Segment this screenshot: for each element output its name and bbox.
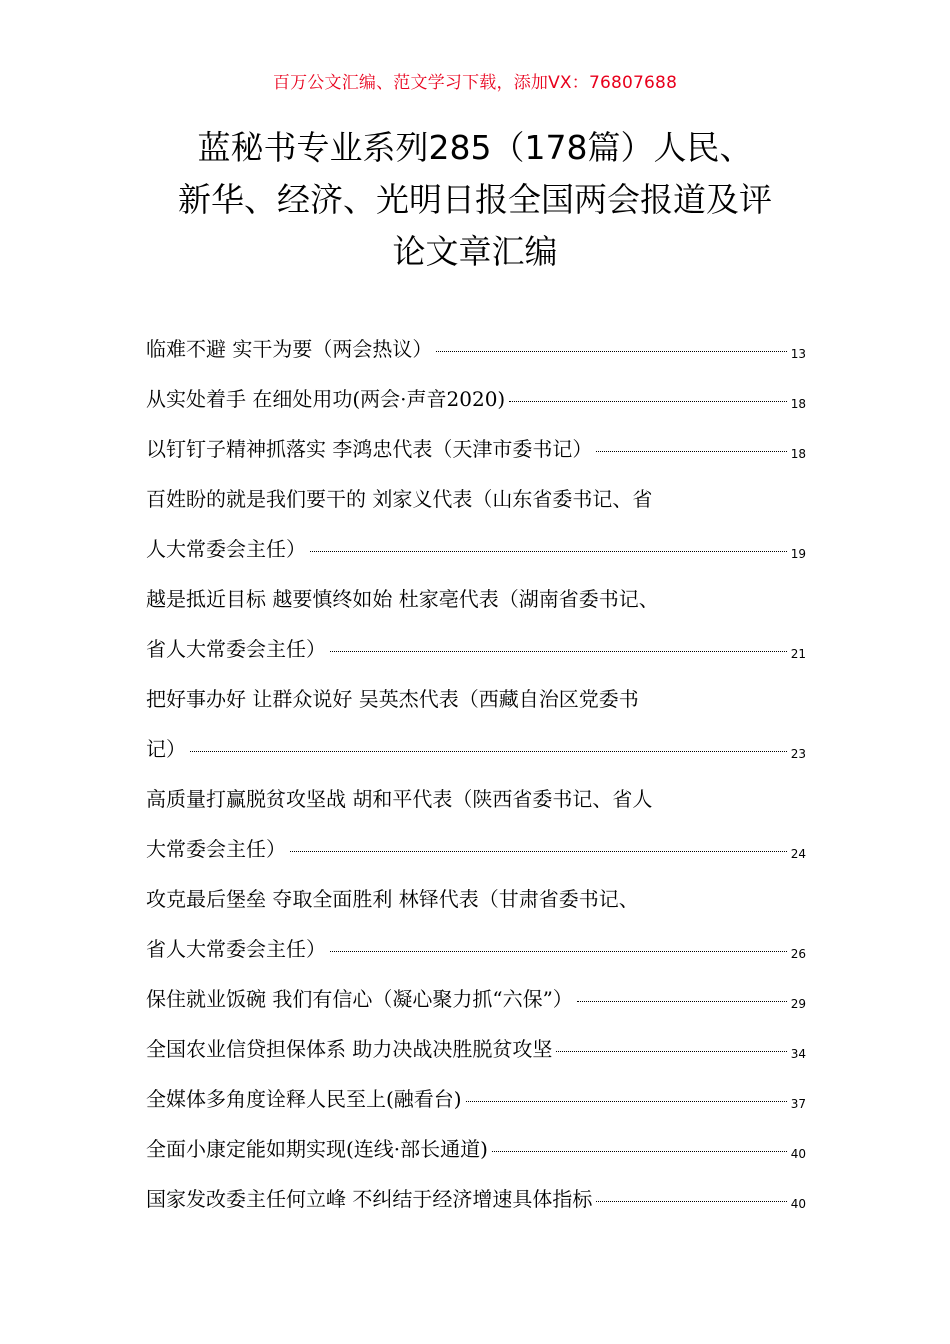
toc-page-number: 26 (790, 947, 806, 961)
header-notice: 百万公文汇编、范文学习下载，添加VX：76807688 (272, 73, 678, 93)
toc-entry-text: 省人大常委会主任） (146, 937, 326, 961)
toc-page-number: 13 (790, 347, 806, 361)
toc-page-number: 18 (790, 447, 806, 461)
toc-entry-text: 记） (146, 737, 186, 761)
toc-entry-text: 国家发改委主任何立峰 不纠结于经济增速具体指标 (146, 1187, 593, 1211)
toc-entry[interactable] (146, 974, 806, 1024)
toc-page-number: 18 (790, 397, 806, 411)
dot-leader (577, 1001, 787, 1002)
dot-leader (190, 751, 787, 752)
toc-page-number: 24 (790, 847, 806, 861)
toc-entry[interactable] (146, 774, 806, 874)
toc-entry-text: 从实处着手 在细处用功(两会·声音2020) (146, 387, 506, 411)
toc-entry-text: 越是抵近目标 越要慎终如始 杜家亳代表（湖南省委书记、 (146, 587, 659, 611)
toc-entry[interactable] (146, 374, 806, 424)
toc-entry-text: 把好事办好 让群众说好 吴英杰代表（西藏自治区党委书 (146, 687, 639, 711)
title-line: 蓝秘书专业系列285（178篇）人民、 (197, 128, 753, 167)
dot-leader (596, 1201, 786, 1202)
dot-leader (330, 951, 787, 952)
dot-leader (492, 1151, 787, 1152)
toc-page-number: 40 (790, 1147, 806, 1161)
toc-entry[interactable] (146, 474, 806, 574)
toc-entry[interactable] (146, 1174, 806, 1224)
toc-entry-text: 人大常委会主任） (146, 537, 306, 561)
toc-page-number: 23 (790, 747, 806, 761)
toc-entry-text: 临难不避 实干为要（两会热议） (146, 337, 433, 361)
dot-leader (509, 401, 787, 402)
toc-entry-text: 保住就业饭碗 我们有信心（凝心聚力抓“六保”） (146, 987, 573, 1011)
dot-leader (330, 651, 787, 652)
toc-entry-text: 省人大常委会主任） (146, 637, 326, 661)
toc-entry-text: 全面小康定能如期实现(连线·部长通道) (146, 1137, 488, 1161)
dot-leader (290, 851, 787, 852)
toc-entry-text: 以钉钉子精神抓落实 李鸿忠代表（天津市委书记） (146, 437, 593, 461)
toc-entry-text: 攻克最后堡垒 夺取全面胜利 林铎代表（甘肃省委书记、 (146, 887, 639, 911)
toc-entry-text: 全国农业信贷担保体系 助力决战决胜脱贫攻坚 (146, 1037, 553, 1061)
toc-entry-text: 高质量打赢脱贫攻坚战 胡和平代表（陕西省委书记、省人 (146, 787, 653, 811)
toc-entry[interactable] (146, 424, 806, 474)
toc-entry[interactable] (146, 574, 806, 674)
toc-page-number: 40 (790, 1197, 806, 1211)
toc-page-number: 29 (790, 997, 806, 1011)
toc-page-number: 34 (790, 1047, 806, 1061)
document-title (100, 122, 850, 278)
toc-page-number: 21 (790, 647, 806, 661)
title-line: 论文章汇编 (392, 232, 558, 271)
table-of-contents (146, 324, 806, 1224)
title-line: 新华、经济、光明日报全国两会报道及评 (178, 180, 772, 219)
toc-page-number: 37 (790, 1097, 806, 1111)
toc-entry[interactable] (146, 324, 806, 374)
toc-entry[interactable] (146, 674, 806, 774)
dot-leader (436, 351, 786, 352)
dot-leader (466, 1101, 787, 1102)
dot-leader (556, 1051, 786, 1052)
toc-entry[interactable] (146, 1074, 806, 1124)
toc-entry[interactable] (146, 1024, 806, 1074)
dot-leader (596, 451, 786, 452)
toc-entry-text: 百姓盼的就是我们要干的 刘家义代表（山东省委书记、省 (146, 487, 653, 511)
toc-entry[interactable] (146, 874, 806, 974)
dot-leader (310, 551, 787, 552)
toc-entry[interactable] (146, 1124, 806, 1174)
toc-entry-text: 大常委会主任） (146, 837, 286, 861)
toc-entry-text: 全媒体多角度诠释人民至上(融看台) (146, 1087, 462, 1111)
toc-page-number: 19 (790, 547, 806, 561)
